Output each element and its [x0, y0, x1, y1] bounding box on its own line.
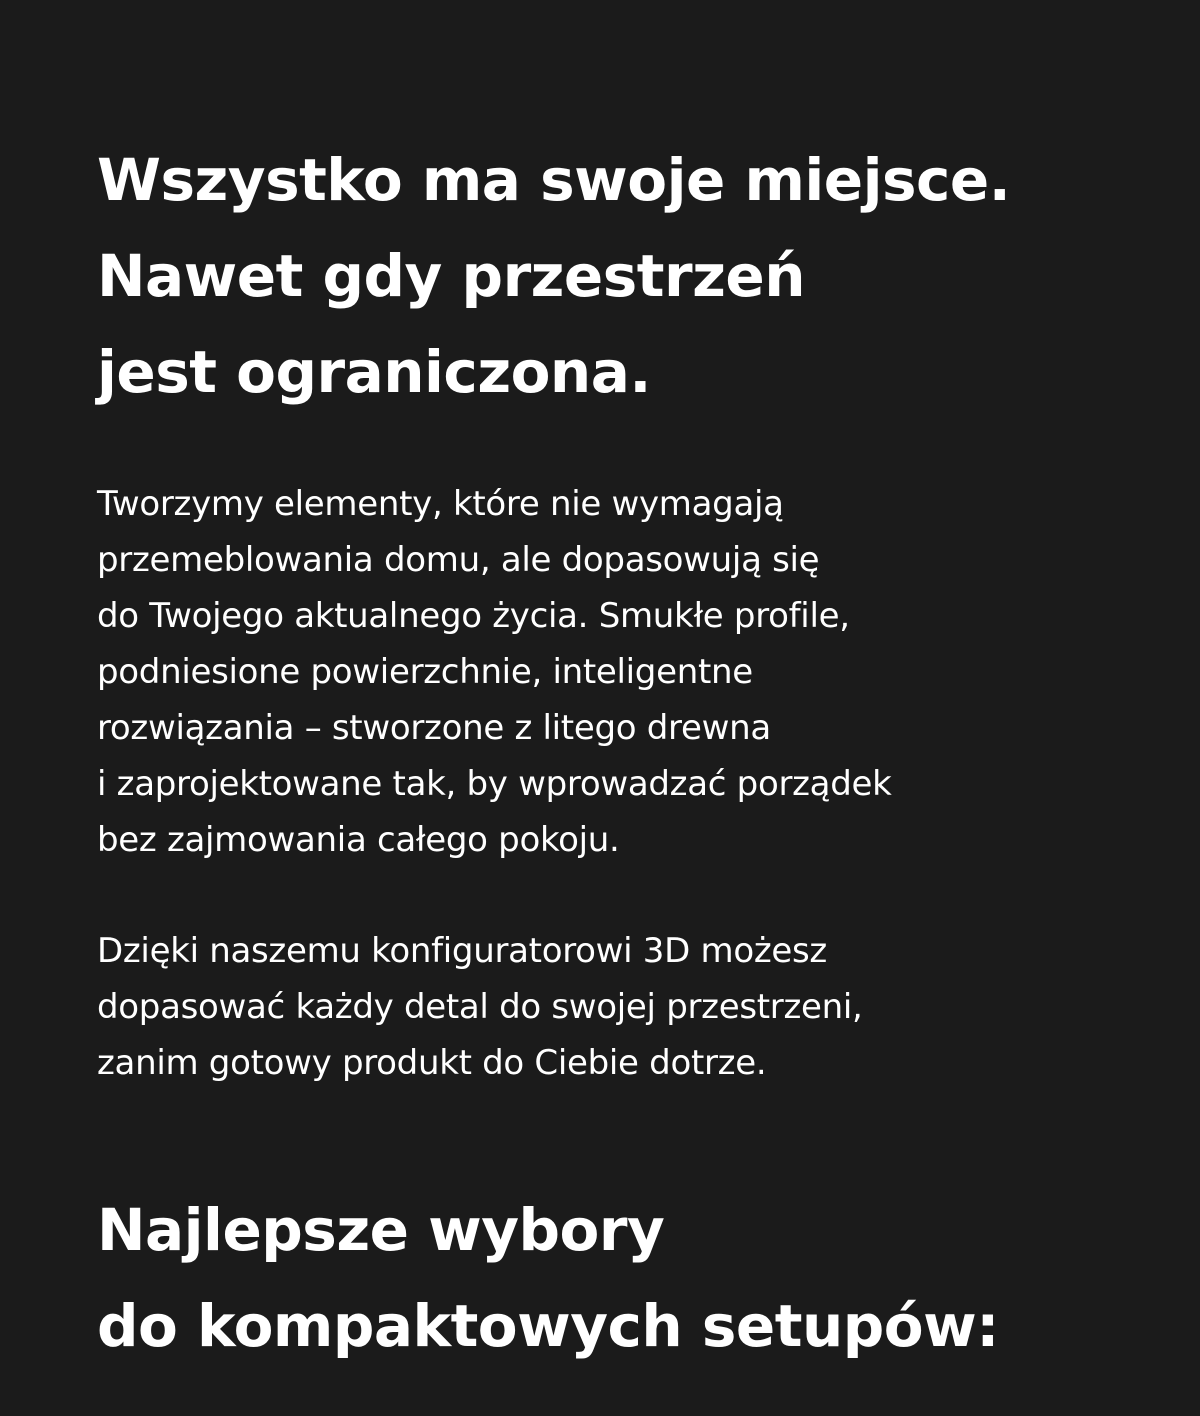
paragraph-line: zanim gotowy produkt do Ciebie dotrze.: [97, 1043, 767, 1083]
paragraph-line: dopasować każdy detal do swojej przestrzeni,: [97, 987, 863, 1027]
main-heading: [97, 132, 1010, 420]
paragraph-line: Tworzymy elementy, które nie wymagają: [97, 484, 784, 524]
main-heading-line: jest ograniczona.: [97, 338, 651, 406]
intro-paragraph: [97, 476, 892, 868]
main-heading-line: Wszystko ma swoje miejsce.: [97, 146, 1011, 214]
paragraph-line: Dzięki naszemu konfiguratorowi 3D możesz: [97, 931, 827, 971]
configurator-paragraph: [97, 923, 863, 1091]
paragraph-line: rozwiązania – stworzone z litego drewna: [97, 708, 771, 748]
main-heading-line: Nawet gdy przestrzeń: [97, 242, 806, 310]
paragraph-line: podniesione powierzchnie, inteligentne: [97, 652, 753, 692]
section-heading-line: Najlepsze wybory: [97, 1196, 665, 1264]
paragraph-line: do Twojego aktualnego życia. Smukłe profile,: [97, 596, 850, 636]
paragraph-line: i zaprojektowane tak, by wprowadzać porządek: [97, 764, 892, 804]
section-heading: [97, 1182, 999, 1374]
section-heading-line: do kompaktowych setupów:: [97, 1292, 999, 1360]
paragraph-line: bez zajmowania całego pokoju.: [97, 820, 620, 860]
paragraph-line: przemeblowania domu, ale dopasowują się: [97, 540, 820, 580]
